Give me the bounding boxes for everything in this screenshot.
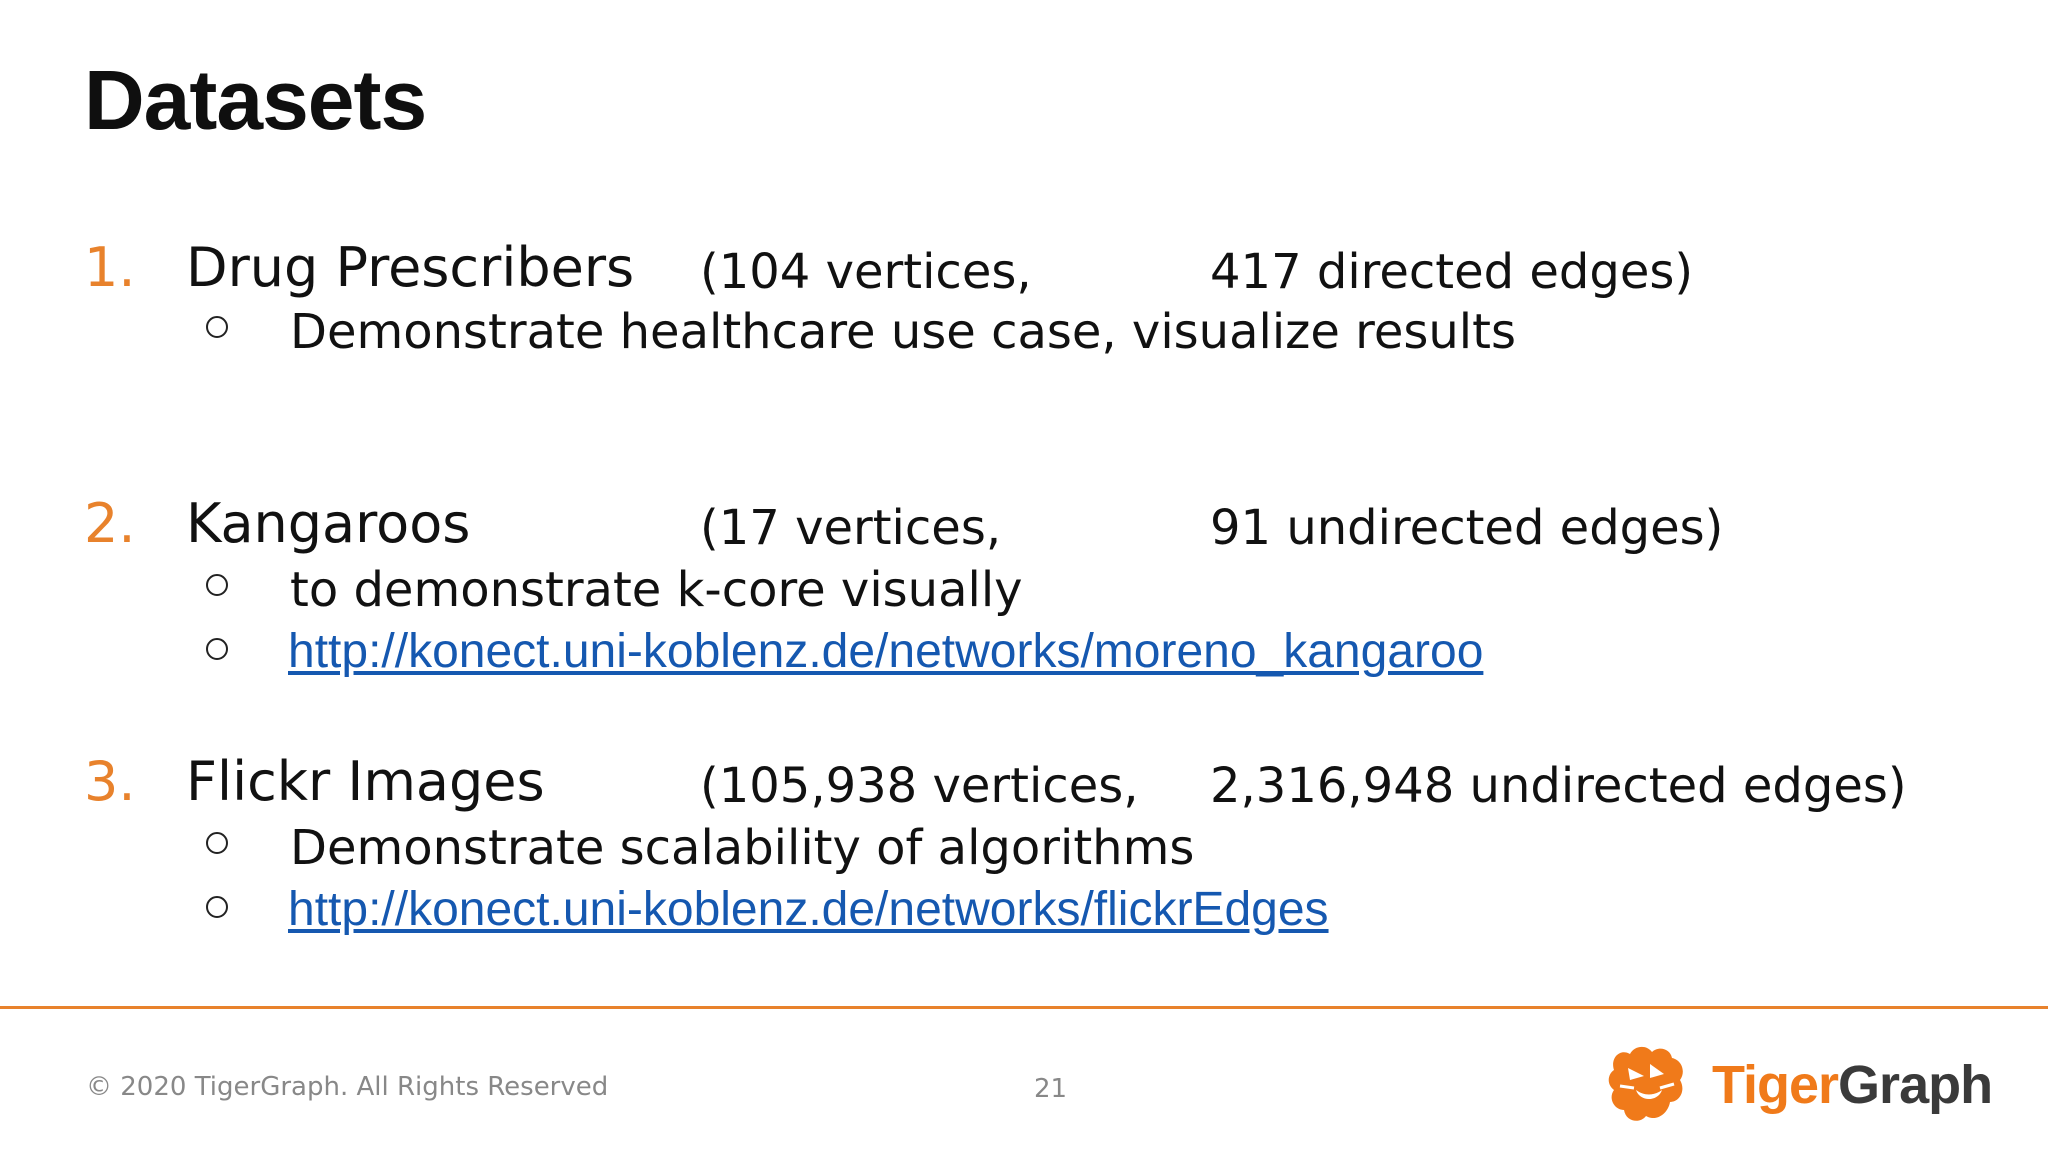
item-number: 3. xyxy=(84,750,136,813)
sub-bullet-text: Demonstrate healthcare use case, visualize results xyxy=(290,304,1516,360)
hollow-bullet-icon xyxy=(206,574,228,596)
vertex-count: (17 vertices, xyxy=(700,500,1002,556)
dataset-item-kangaroos xyxy=(84,492,1984,562)
sub-bullet-text: Demonstrate scalability of algorithms xyxy=(290,820,1195,876)
logo-word-tiger: Tiger xyxy=(1712,1055,1839,1115)
dataset-item-flickr-images xyxy=(84,750,1984,820)
hollow-bullet-icon xyxy=(206,638,228,660)
kangaroo-dataset-link[interactable]: http://konect.uni-koblenz.de/networks/moreno_kangaroo xyxy=(288,625,1484,678)
edge-count: 2,316,948 undirected edges) xyxy=(1210,758,1907,814)
dataset-name: Flickr Images xyxy=(186,750,545,813)
page-number: 21 xyxy=(1034,1074,1068,1104)
tiger-head-icon xyxy=(1600,1040,1690,1130)
sub-bullet xyxy=(206,820,1706,880)
edge-count: 417 directed edges) xyxy=(1210,244,1694,300)
hollow-bullet-icon xyxy=(206,832,228,854)
vertex-count: (105,938 vertices, xyxy=(700,758,1139,814)
tigergraph-logo xyxy=(1600,1040,2000,1130)
footer-divider xyxy=(0,1006,2048,1009)
slide-title: Datasets xyxy=(84,53,427,147)
sub-bullet xyxy=(206,304,1706,364)
item-number: 1. xyxy=(84,236,136,299)
sub-bullet-text: to demonstrate k-core visually xyxy=(290,562,1023,618)
sub-bullet xyxy=(206,562,1706,622)
sub-bullet xyxy=(206,884,1706,944)
item-number: 2. xyxy=(84,492,136,555)
hollow-bullet-icon xyxy=(206,896,228,918)
edge-count: 91 undirected edges) xyxy=(1210,500,1724,556)
copyright-text: © 2020 TigerGraph. All Rights Reserved xyxy=(86,1072,609,1102)
sub-bullet xyxy=(206,626,1706,686)
hollow-bullet-icon xyxy=(206,316,228,338)
flickr-dataset-link[interactable]: http://konect.uni-koblenz.de/networks/flickrEdges xyxy=(288,883,1329,936)
vertex-count: (104 vertices, xyxy=(700,244,1032,300)
dataset-item-drug-prescribers xyxy=(84,236,1984,306)
dataset-name: Kangaroos xyxy=(186,492,471,555)
dataset-name: Drug Prescribers xyxy=(186,236,635,299)
logo-word-graph: Graph xyxy=(1838,1055,1993,1115)
logo-wordmark xyxy=(1712,1054,1992,1116)
